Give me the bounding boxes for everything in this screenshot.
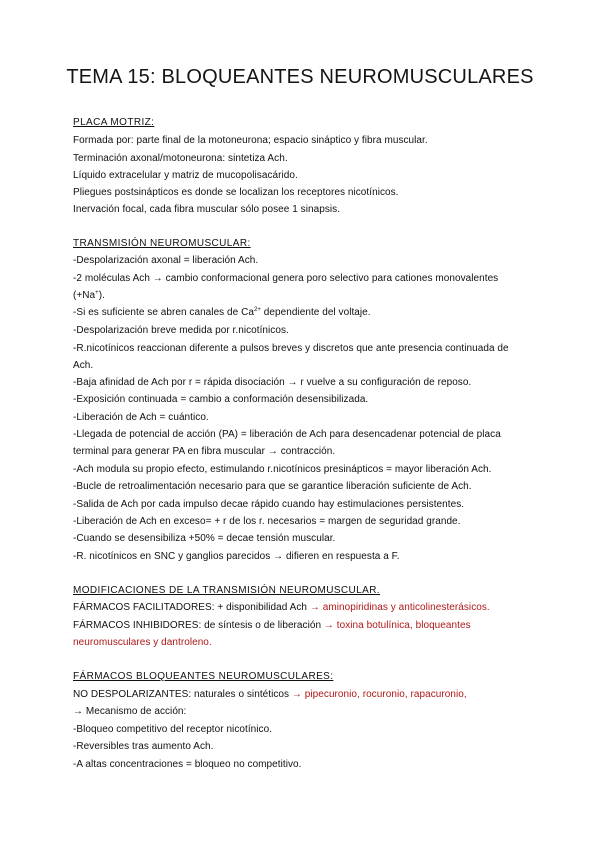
- text-line: -Reversibles tras aumento Ach.: [73, 741, 214, 752]
- text-line: Formada por: parte final de la motoneurona; espacio sináptico y fibra muscular.: [73, 135, 428, 146]
- text-line: -R.nicotínicos reaccionan diferente a pulsos breves y discretos que ante presencia continuada de: [73, 343, 509, 354]
- text-line: [73, 689, 533, 701]
- highlight-text: → toxina botulínica, bloqueantes: [323, 620, 471, 631]
- text-line: Inervación focal, cada fibra muscular sólo posee 1 sinapsis.: [73, 204, 341, 215]
- superscript: 2+: [254, 307, 261, 313]
- text-line: Pliegues postsinápticos es donde se localizan los receptores nicotínicos.: [73, 187, 399, 198]
- text-segment: NO DESPOLARIZANTES: naturales o sintéticos: [73, 689, 292, 700]
- text-line: Líquido extracelular y matriz de mucopolisacárido.: [73, 170, 298, 181]
- text-line: -R. nicotínicos en SNC y ganglios parecidos → difieren en respuesta a F.: [73, 551, 400, 562]
- highlight-text: → aminopiridinas y anticolinesterásicos.: [309, 602, 490, 613]
- text-line: -Despolarización axonal = liberación Ach.: [73, 255, 259, 266]
- text-line: terminal para generar PA en fibra muscular → contracción.: [73, 446, 336, 457]
- text-line: -Liberación de Ach en exceso= + r de los r. necesarios = margen de seguridad grande.: [73, 516, 461, 527]
- highlight-text: → pipecuronio, rocuronio, rapacuronio,: [291, 689, 467, 700]
- text-line: -Despolarización breve medida por r.nicotínicos.: [73, 325, 289, 336]
- text-segment: FÁRMACOS INHIBIDORES: de síntesis o de liberación: [73, 620, 324, 631]
- text-line: [73, 620, 533, 632]
- highlight-text: neuromusculares y dantroleno.: [73, 637, 212, 648]
- text-line: Ach.: [73, 360, 94, 371]
- text-line: -Ach modula su propio efecto, estimulando r.nicotínicos presinápticos = mayor liberación Ach.: [73, 464, 492, 475]
- page-title: TEMA 15: BLOQUEANTES NEUROMUSCULARES: [66, 66, 534, 88]
- text-line: -Cuando se desensibiliza +50% = decae tensión muscular.: [73, 533, 336, 544]
- text-segment: ).: [98, 290, 105, 301]
- superscript: +: [95, 290, 99, 296]
- text-line: [73, 602, 533, 614]
- text-segment: dependiente del voltaje.: [260, 307, 371, 318]
- section-heading-bloqueantes: FÁRMACOS BLOQUEANTES NEUROMUSCULARES:: [73, 671, 334, 682]
- text-line: → Mecanismo de acción:: [73, 706, 187, 717]
- section-heading-placa: PLACA MOTRIZ:: [73, 117, 155, 128]
- text-segment: FÁRMACOS FACILITADORES: + disponibilidad Ach: [73, 602, 310, 613]
- text-line: -A altas concentraciones = bloqueo no competitivo.: [73, 759, 302, 770]
- text-segment: -Si es suficiente se abren canales de Ca: [73, 307, 254, 318]
- text-line: [73, 290, 533, 302]
- text-segment: (+Na: [73, 290, 96, 301]
- text-line: Terminación axonal/motoneurona: sintetiza Ach.: [73, 153, 288, 164]
- text-line: -Salida de Ach por cada impulso decae rápido cuando hay estimulaciones persistentes.: [73, 499, 465, 510]
- section-heading-modificaciones: MODIFICACIONES DE LA TRANSMISIÓN NEUROMUSCULAR.: [73, 585, 380, 596]
- text-line: -Bucle de retroalimentación necesario para que se garantice liberación suficiente de Ach.: [73, 481, 472, 492]
- text-line: -2 moléculas Ach → cambio conformacional genera poro selectivo para cationes monovalentes: [73, 273, 499, 284]
- text-line: -Llegada de potencial de acción (PA) = liberación de Ach para desencadenar potencial de placa: [73, 429, 501, 440]
- text-line: -Baja afinidad de Ach por r = rápida disociación → r vuelve a su configuración de reposo.: [73, 377, 472, 388]
- text-line: [73, 307, 533, 319]
- text-line: -Bloqueo competitivo del receptor nicotínico.: [73, 724, 273, 735]
- section-heading-transmision: TRANSMISIÓN NEUROMUSCULAR:: [73, 238, 251, 249]
- text-line: -Exposición continuada = cambio a conformación desensibilizada.: [73, 394, 369, 405]
- text-line: -Liberación de Ach = cuántico.: [73, 412, 209, 423]
